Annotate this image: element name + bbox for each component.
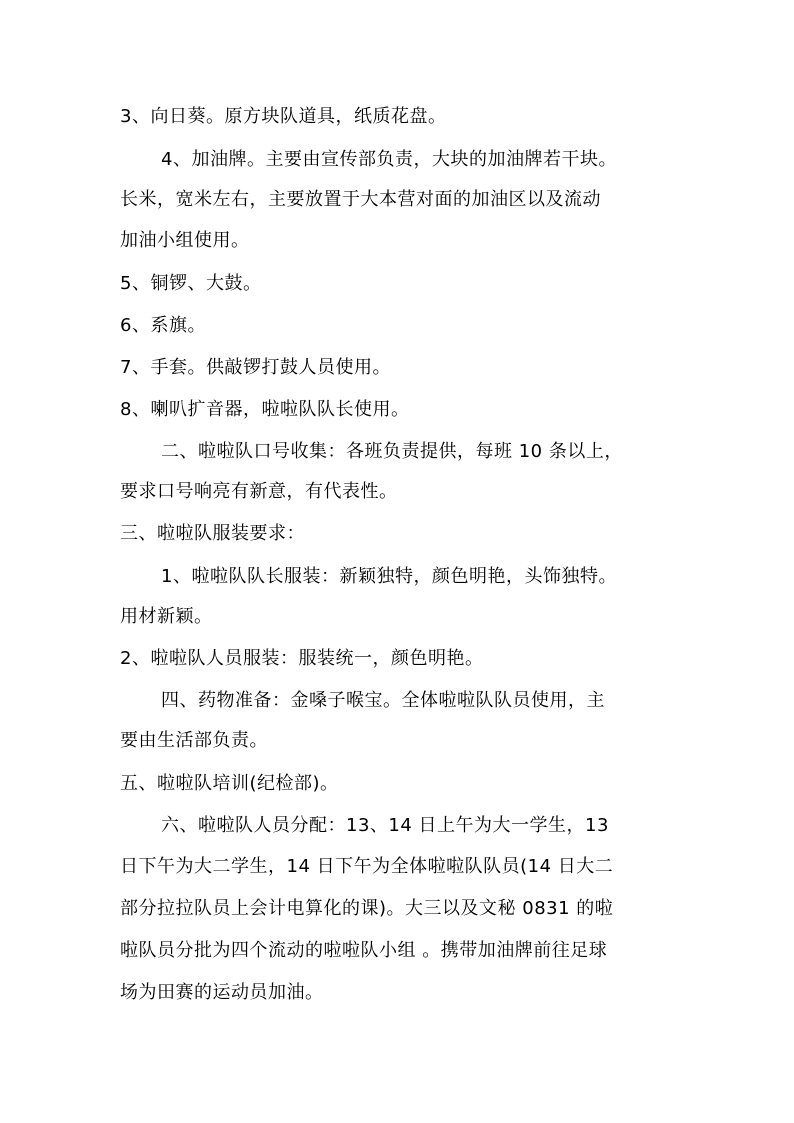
text-line: 啦队员分批为四个流动的啦啦队小组 。携带加油牌前往足球 <box>120 940 608 961</box>
text-line: 六、啦啦队人员分配：13、14 日上午为大一学生，13 <box>161 815 609 836</box>
text-line: 部分拉拉队员上会计电算化的课)。大三以及文秘 0831 的啦 <box>120 898 614 919</box>
text-line: 长米，宽米左右，主要放置于大本营对面的加油区以及流动 <box>120 189 601 210</box>
text-line: 用材新颖。 <box>120 606 213 627</box>
text-line: 场为田赛的运动员加油。 <box>120 982 324 1003</box>
text-line: 要由生活部负责。 <box>120 730 268 751</box>
text-line: 要求口号响亮有新意，有代表性。 <box>120 481 398 502</box>
text-line: 日下午为大二学生，14 日下午为全体啦啦队队员(14 日大二 <box>120 856 614 877</box>
text-line: 二、啦啦队口号收集：各班负责提供，每班 10 条以上， <box>161 441 623 462</box>
text-line: 5、铜锣、大鼓。 <box>120 273 262 294</box>
text-line: 四、药物准备：金嗓子喉宝。全体啦啦队队员使用，主 <box>161 690 605 711</box>
text-line: 6、系旗。 <box>120 315 206 336</box>
text-line: 8、喇叭扩音器，啦啦队队长使用。 <box>120 399 410 420</box>
text-line: 7、手套。供敲锣打鼓人员使用。 <box>120 357 391 378</box>
text-line: 1、啦啦队队长服装：新颖独特，颜色明艳，头饰独特。 <box>161 566 617 587</box>
text-line: 加油小组使用。 <box>120 230 250 251</box>
text-line: 2、啦啦队人员服装：服装统一，颜色明艳。 <box>120 648 484 669</box>
text-line: 4、加油牌。主要由宣传部负责，大块的加油牌若干块。 <box>161 149 617 170</box>
text-line: 三、啦啦队服装要求： <box>120 523 305 544</box>
text-line: 五、啦啦队培训(纪检部)。 <box>120 773 339 794</box>
text-line: 3、向日葵。原方块队道具，纸质花盘。 <box>120 106 447 127</box>
